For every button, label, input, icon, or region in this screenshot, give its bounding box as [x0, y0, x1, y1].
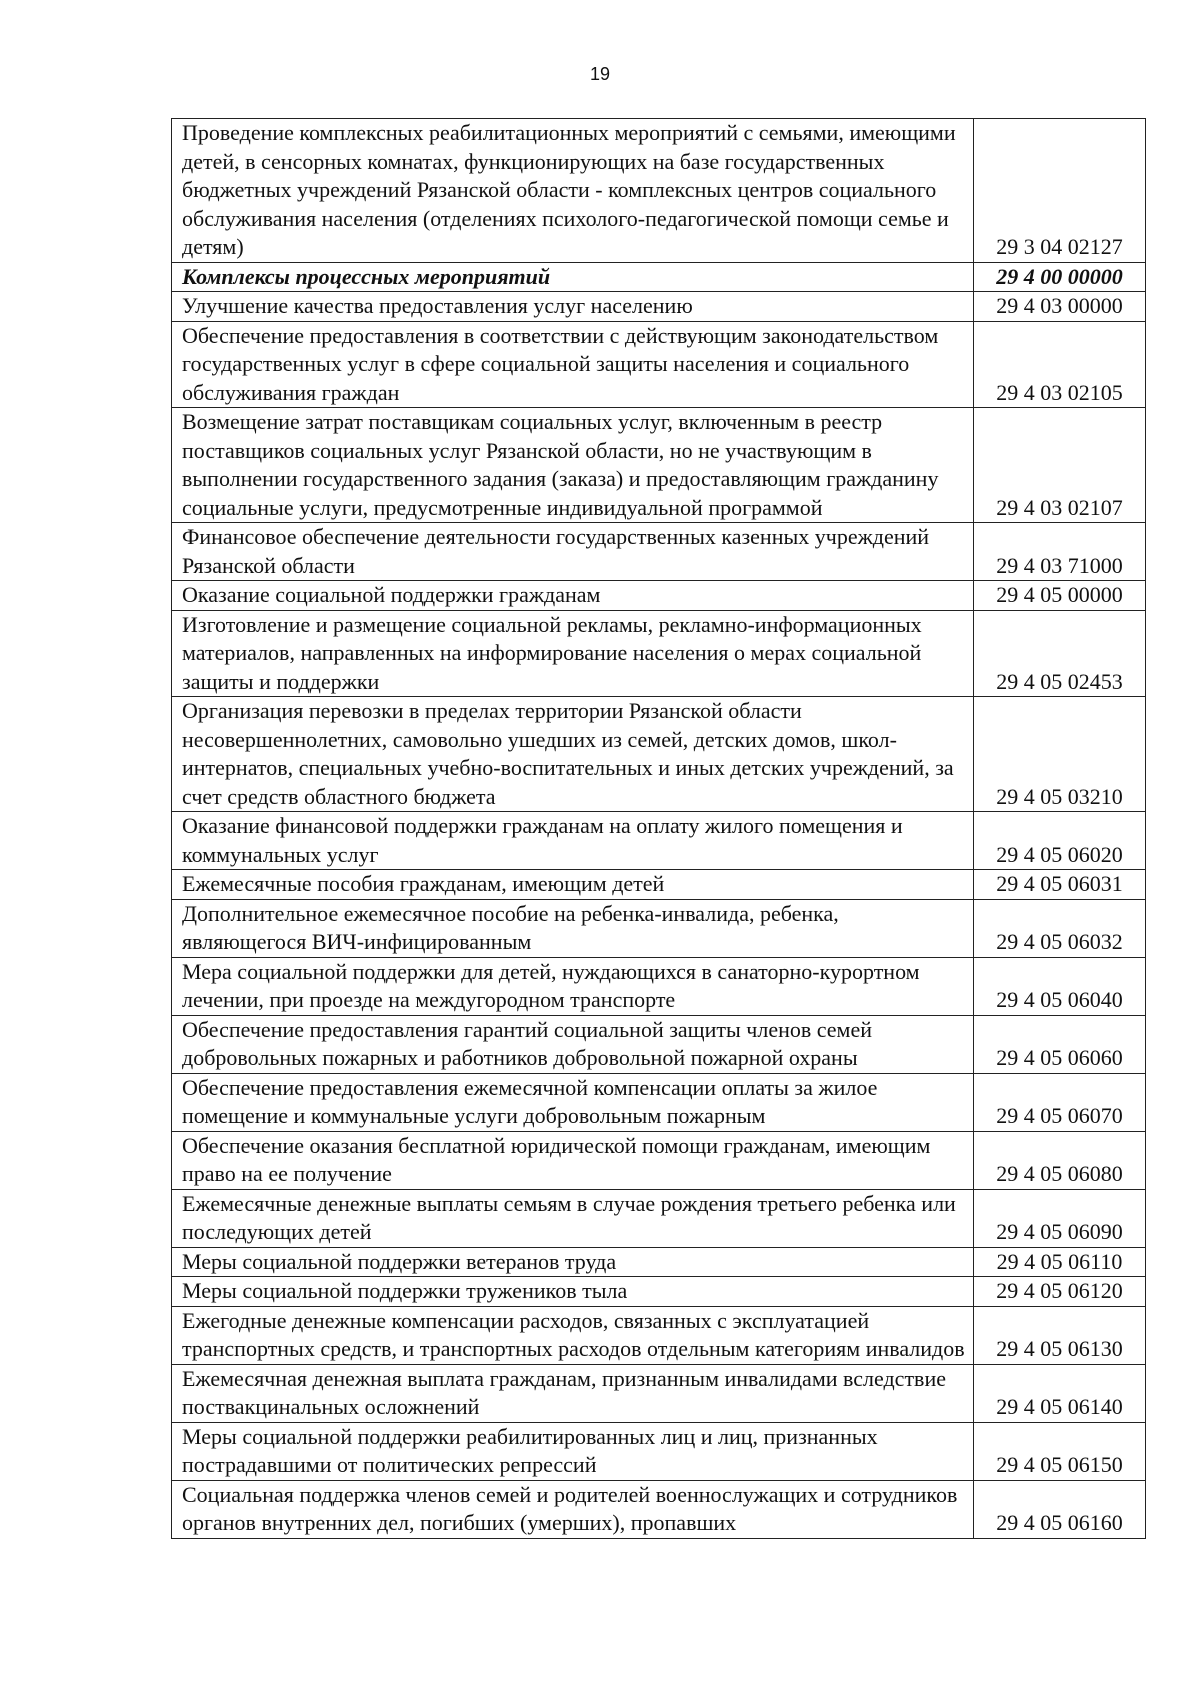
table-row — [172, 1422, 1146, 1480]
table-row — [172, 899, 1146, 957]
row-name: Обеспечение предоставления ежемесячной компенсации оплаты за жилое помещение и коммунальные услуги добровольным пожарным — [172, 1073, 974, 1131]
row-code: 29 4 03 71000 — [974, 523, 1146, 581]
row-name: Ежемесячная денежная выплата гражданам, признанным инвалидами вследствие поствакцинальных осложнений — [172, 1364, 974, 1422]
row-name: Меры социальной поддержки тружеников тыла — [172, 1277, 974, 1307]
row-name: Финансовое обеспечение деятельности государственных казенных учреждений Рязанской области — [172, 523, 974, 581]
table-row — [172, 1306, 1146, 1364]
row-code: 29 4 05 06070 — [974, 1073, 1146, 1131]
row-name: Оказание социальной поддержки гражданам — [172, 581, 974, 611]
row-name: Улучшение качества предоставления услуг населению — [172, 292, 974, 322]
row-name: Меры социальной поддержки реабилитированных лиц и лиц, признанных пострадавшими от политических репрессий — [172, 1422, 974, 1480]
table-row — [172, 697, 1146, 812]
table-row — [172, 408, 1146, 523]
page-number: 19 — [589, 64, 611, 84]
row-name: Дополнительное ежемесячное пособие на ребенка-инвалида, ребенка, являющегося ВИЧ-инфицированным — [172, 899, 974, 957]
row-name: Меры социальной поддержки ветеранов труда — [172, 1247, 974, 1277]
row-code: 29 4 05 06060 — [974, 1015, 1146, 1073]
table-row — [172, 812, 1146, 870]
row-code: 29 4 05 06130 — [974, 1306, 1146, 1364]
row-code: 29 3 04 02127 — [974, 119, 1146, 263]
table-row — [172, 1364, 1146, 1422]
row-name: Обеспечение предоставления гарантий социальной защиты членов семей добровольных пожарных и работников добровольной пожарной охраны — [172, 1015, 974, 1073]
table-row — [172, 523, 1146, 581]
row-code: 29 4 05 06140 — [974, 1364, 1146, 1422]
row-name: Обеспечение предоставления в соответствии с действующим законодательством государственных услуг в сфере социальной защиты населения и социального обслуживания граждан — [172, 321, 974, 408]
table-row — [172, 581, 1146, 611]
row-code: 29 4 05 06110 — [974, 1247, 1146, 1277]
row-code: 29 4 05 06120 — [974, 1277, 1146, 1307]
row-code: 29 4 05 06150 — [974, 1422, 1146, 1480]
row-name: Изготовление и размещение социальной рекламы, рекламно-информационных материалов, направленных на информирование населения о мерах социальной защиты и поддержки — [172, 610, 974, 697]
table-row — [172, 610, 1146, 697]
row-name: Мера социальной поддержки для детей, нуждающихся в санаторно-курортном лечении, при проезде на междугородном транспорте — [172, 957, 974, 1015]
row-name: Ежегодные денежные компенсации расходов, связанных с эксплуатацией транспортных средств, и транспортных расходов отдельным категориям инвалидов — [172, 1306, 974, 1364]
row-name: Ежемесячные денежные выплаты семьям в случае рождения третьего ребенка или последующих детей — [172, 1189, 974, 1247]
section-row — [172, 262, 1146, 292]
row-code: 29 4 05 06040 — [974, 957, 1146, 1015]
row-name: Обеспечение оказания бесплатной юридической помощи гражданам, имеющим право на ее получение — [172, 1131, 974, 1189]
row-name: Комплексы процессных мероприятий — [172, 262, 974, 292]
table-row — [172, 1073, 1146, 1131]
row-code: 29 4 03 00000 — [974, 292, 1146, 322]
row-code: 29 4 03 02107 — [974, 408, 1146, 523]
row-name: Возмещение затрат поставщикам социальных услуг, включенным в реестр поставщиков социальных услуг Рязанской области, но не участвующим в выполнении государственного задания (заказа) и предоставляющим гражданину социальные услуги, предусмотренные индивидуальной программой — [172, 408, 974, 523]
row-code: 29 4 05 02453 — [974, 610, 1146, 697]
row-code: 29 4 05 03210 — [974, 697, 1146, 812]
row-name: Организация перевозки в пределах территории Рязанской области несовершеннолетних, самовольно ушедших из семей, детских домов, школ-интернатов, специальных учебно-воспитательных и иных детских учреждений, за счет средств областного бюджета — [172, 697, 974, 812]
row-code: 29 4 05 00000 — [974, 581, 1146, 611]
row-code: 29 4 03 02105 — [974, 321, 1146, 408]
row-code: 29 4 00 00000 — [974, 262, 1146, 292]
table-row — [172, 1277, 1146, 1307]
row-name: Социальная поддержка членов семей и родителей военнослужащих и сотрудников органов внутренних дел, погибших (умерших), пропавших — [172, 1480, 974, 1538]
table-row — [172, 292, 1146, 322]
table-row — [172, 870, 1146, 900]
row-code: 29 4 05 06032 — [974, 899, 1146, 957]
table-row — [172, 1189, 1146, 1247]
table-row — [172, 119, 1146, 263]
table-row — [172, 1131, 1146, 1189]
budget-code-table — [171, 118, 1146, 1539]
row-code: 29 4 05 06090 — [974, 1189, 1146, 1247]
row-code: 29 4 05 06080 — [974, 1131, 1146, 1189]
table-row — [172, 321, 1146, 408]
table-row — [172, 1480, 1146, 1538]
row-code: 29 4 05 06031 — [974, 870, 1146, 900]
row-name: Ежемесячные пособия гражданам, имеющим детей — [172, 870, 974, 900]
row-code: 29 4 05 06160 — [974, 1480, 1146, 1538]
row-code: 29 4 05 06020 — [974, 812, 1146, 870]
table-row — [172, 1015, 1146, 1073]
table-row — [172, 957, 1146, 1015]
row-name: Проведение комплексных реабилитационных мероприятий с семьями, имеющими детей, в сенсорных комнатах, функционирующих на базе государственных бюджетных учреждений Рязанской области - комплексных центров социального обслуживания населения (отделениях психолого-педагогической помощи семье и детям) — [172, 119, 974, 263]
table-row — [172, 1247, 1146, 1277]
row-name: Оказание финансовой поддержки гражданам на оплату жилого помещения и коммунальных услуг — [172, 812, 974, 870]
